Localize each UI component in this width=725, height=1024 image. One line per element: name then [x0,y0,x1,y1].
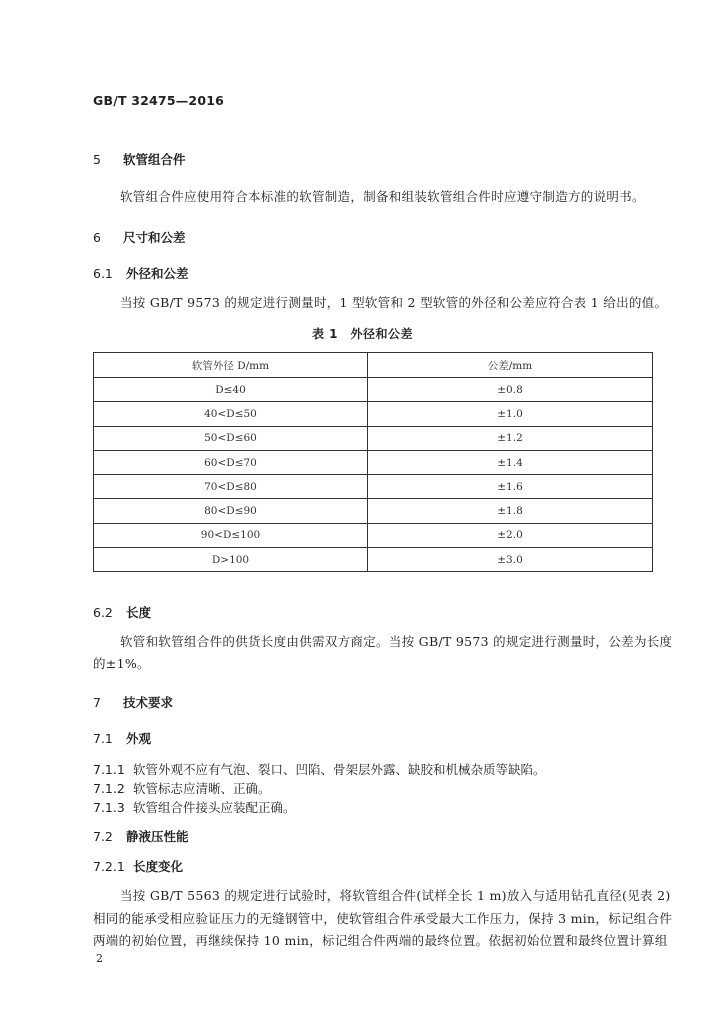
diameter-cell: D>100 [94,548,368,572]
table-header-row [94,353,653,378]
clause-text: 软管组合件接头应装配正确。 [133,800,296,815]
standard-code: GB/T 32475—2016 [93,93,225,108]
diameter-cell: D≤40 [94,378,368,402]
table-row [94,548,653,572]
section-title: 长度变化 [133,859,184,874]
section-title: 软管组合件 [123,152,186,167]
section-title: 外观 [126,731,152,746]
page-number: 2 [96,952,103,965]
section-7-2-1-heading [93,857,183,875]
section-number: 7.1 [93,731,113,746]
section-7-2-1-paragraph-line-3: 两端的初始位置，再继续保持 10 min，标记组合件两端的最终位置。依据初始位置和最终位置计算组 [93,933,668,948]
clause-number: 7.1.3 [93,800,125,815]
table-row [94,475,653,499]
tolerance-cell: ±0.8 [368,378,653,402]
column-header-tolerance: 公差/mm [368,353,653,378]
section-6-1-paragraph: 当按 GB/T 9573 的规定进行测量时，1 型软管和 2 型软管的外径和公差应符合表 1 给出的值。 [120,295,668,310]
section-6-2-paragraph-line-2: 的±1%。 [93,656,150,671]
section-5-heading [93,150,186,168]
table-1 [93,352,653,572]
table-row [94,499,653,523]
diameter-cell: 60<D≤70 [94,450,368,474]
tolerance-cell: ±1.8 [368,499,653,523]
section-number: 6 [93,230,101,245]
section-7-2-heading [93,827,189,845]
table-row [94,426,653,450]
section-7-heading [93,693,173,711]
clause-number: 7.1.1 [93,762,125,777]
tolerance-cell: ±1.0 [368,402,653,426]
section-5-paragraph: 软管组合件应使用符合本标准的软管制造，制备和组装软管组合件时应遵守制造方的说明书。 [120,189,645,204]
table-1-caption: 表 1 外径和公差 [311,327,414,341]
table-row [94,402,653,426]
section-number: 7.2 [93,829,113,844]
tolerance-cell: ±3.0 [368,548,653,572]
tolerance-cell: ±1.2 [368,426,653,450]
diameter-cell: 70<D≤80 [94,475,368,499]
section-number: 5 [93,152,101,167]
section-7-1-heading [93,729,151,747]
section-title: 静液压性能 [126,829,189,844]
diameter-cell: 80<D≤90 [94,499,368,523]
column-header-diameter: 软管外径 D/mm [94,353,368,378]
tolerance-cell: ±2.0 [368,523,653,547]
section-title: 长度 [126,605,152,620]
clause-7-1-3 [93,798,296,816]
table-row [94,450,653,474]
section-title: 外径和公差 [126,266,189,281]
section-number: 6.2 [93,605,113,620]
section-number: 6.1 [93,266,113,281]
section-6-1-heading [93,264,189,282]
section-6-2-heading [93,603,151,621]
clause-7-1-2 [93,779,271,797]
table-row [94,378,653,402]
diameter-cell: 90<D≤100 [94,523,368,547]
section-7-2-1-paragraph-line-1: 当按 GB/T 5563 的规定进行试验时，将软管组合件(试样全长 1 m)放入与适用钻孔直径(见表 2) [120,888,671,903]
section-number: 7 [93,695,101,710]
diameter-cell: 50<D≤60 [94,426,368,450]
clause-text: 软管外观不应有气泡、裂口、凹陷、骨架层外露、缺胶和机械杂质等缺陷。 [133,762,546,777]
table-row [94,523,653,547]
section-6-heading [93,228,186,246]
diameter-cell: 40<D≤50 [94,402,368,426]
clause-number: 7.1.2 [93,781,125,796]
clause-7-1-1 [93,760,546,778]
tolerance-cell: ±1.6 [368,475,653,499]
section-title: 技术要求 [123,695,174,710]
section-6-2-paragraph-line-1: 软管和软管组合件的供货长度由供需双方商定。当按 GB/T 9573 的规定进行测量时，公差为长度 [120,634,673,649]
section-7-2-1-paragraph-line-2: 相同的能承受相应验证压力的无缝钢管中，使软管组合件承受最大工作压力，保持 3 min，标记组合件 [93,911,673,926]
section-title: 尺寸和公差 [123,230,186,245]
clause-text: 软管标志应清晰、正确。 [133,781,271,796]
tolerance-cell: ±1.4 [368,450,653,474]
section-number: 7.2.1 [93,859,125,874]
